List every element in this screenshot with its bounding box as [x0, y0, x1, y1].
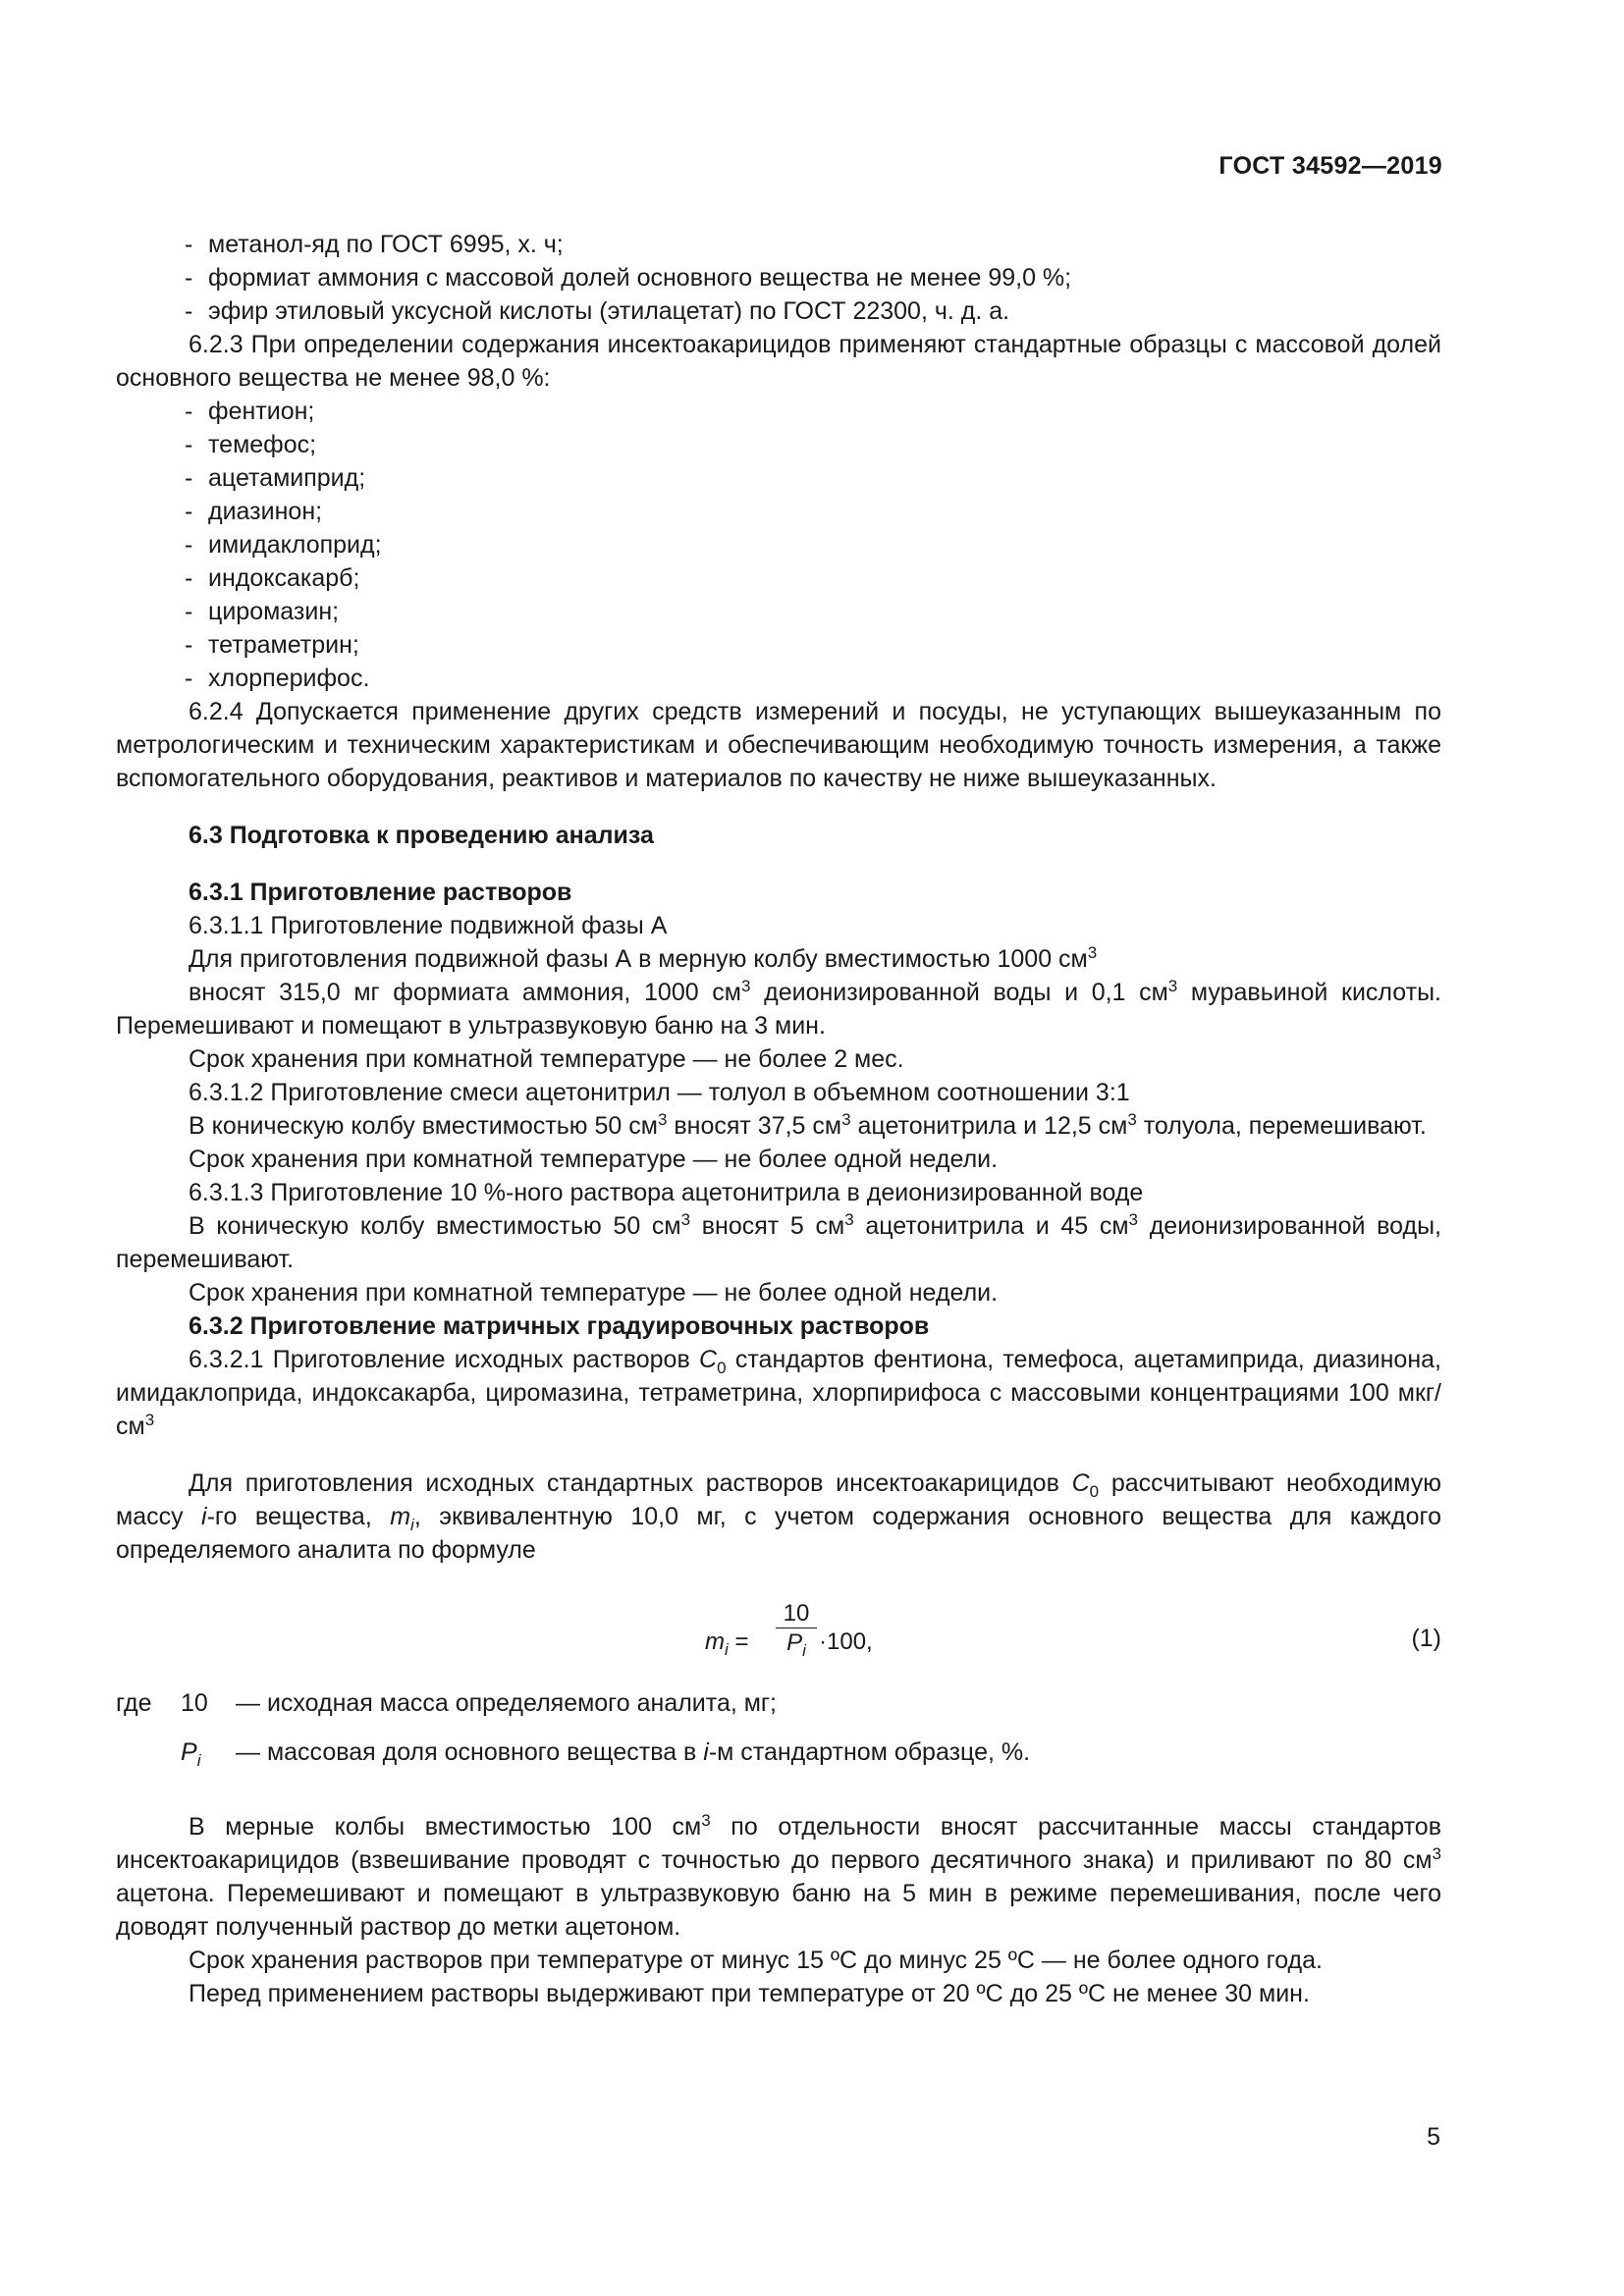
- document-code-header: ГОСТ 34592—2019: [1218, 152, 1442, 180]
- list-item: - темефос;: [185, 431, 317, 458]
- paragraph: Для приготовления подвижной фазы А в мерную колбу вместимостью 1000 $см^3$: [189, 943, 1098, 973]
- paragraph: Срок хранения при комнатной температуре — не более одной недели.: [189, 1279, 999, 1307]
- paragraph-6-2-3: 6.2.3 При определении содержания инсектоакарицидов применяют стандартные образцы с массовой долей основного вещества не менее 98,0 %:: [116, 331, 1441, 392]
- subsection-heading-6-3-1: 6.3.1 Приготовление растворов: [189, 879, 572, 906]
- paragraph: вносят 315,0 мг формиата аммония, 1000 $см^3$ деионизированной воды и 0,1 $см^3$ муравьиной кислоты. Перемешивают и помещают в ультразвуковую баню на 3 мин.: [116, 977, 1442, 1040]
- legend-row: где 10 — исходная масса определяемого аналита, мг;: [116, 1689, 777, 1717]
- paragraph: В мерные колбы вместимостью 100 $см^3$ по отдельности вносят рассчитанные массы стандартов инсектоакарицидов (взвешивание проводят с точностью до первого десятичного знака) и приливают по 80 $см^3$ ацетона. Перемешивают и помещают в ультразвуковую баню на 5 мин в режиме перемешивания, после чего доводят полученный раствор до метки ацетоном.: [116, 1811, 1441, 1941]
- item-title-6-3-1-2: 6.3.1.2 Приготовление смеси ацетонитрил — толуол в объемном соотношении 3:1: [189, 1079, 1130, 1106]
- document-body: [116, 228, 1441, 2010]
- page-number: 5: [1427, 2123, 1440, 2151]
- legend-row: $P_i$ — массовая доля основного вещества в i-м стандартном образце, %.: [181, 1738, 1031, 1770]
- list-item: - формиат аммония с массовой долей основного вещества не менее 99,0 %;: [185, 264, 1072, 292]
- list-item: - хлорперифос.: [185, 665, 370, 692]
- paragraph: Срок хранения при комнатной температуре — не более одной недели.: [189, 1146, 999, 1173]
- list-item: - диазинон;: [185, 498, 323, 525]
- paragraph: Срок хранения растворов при температуре от минус 15 ºС до минус 25 ºС — не более одного года.: [189, 1947, 1323, 1974]
- paragraph-6-3-2-1: 6.3.2.1 Приготовление исходных растворов $C_0$ стандартов фентиона, темефоса, ацетамиприда, диазинона, имидаклоприда, индоксакарба, циромазина, тетраметрина, хлорпирифоса с массовыми концентрациями 100 мкг/$см^3$: [116, 1346, 1441, 1440]
- list-item: - ацетамиприд;: [185, 464, 366, 492]
- reagent-list: [116, 228, 1441, 328]
- list-item: - имидаклоприд;: [185, 531, 382, 559]
- paragraph: В коническую колбу вместимостью 50 $см^3$ вносят 37,5 $см^3$ ацетонитрила и 12,5 $см^3$ толуола, перемешивают.: [189, 1110, 1427, 1140]
- item-title-6-3-1-3: 6.3.1.3 Приготовление 10 %-ного раствора ацетонитрила в деионизированной воде: [189, 1179, 1144, 1206]
- list-item: - метанол-яд по ГОСТ 6995, х. ч;: [185, 231, 564, 258]
- item-title-6-3-1-1: 6.3.1.1 Приготовление подвижной фазы А: [189, 912, 668, 939]
- section-heading-6-3: 6.3 Подготовка к проведению анализа: [189, 822, 654, 849]
- list-item: - индоксакарб;: [185, 564, 360, 592]
- list-item: - циромазин;: [185, 598, 340, 625]
- subsection-heading-6-3-2: 6.3.2 Приготовление матричных градуировочных растворов: [189, 1312, 930, 1340]
- list-item: - тетраметрин;: [185, 631, 359, 659]
- standards-list: [116, 395, 1441, 695]
- paragraph: Перед применением растворы выдерживают при температуре от 20 ºС до 25 ºС не менее 30 мин.: [189, 1980, 1310, 2007]
- formula-legend: [116, 1686, 1441, 1785]
- paragraph: В коническую колбу вместимостью 50 $см^3$ вносят 5 $см^3$ ацетонитрила и 45 $см^3$ деионизированной воды, перемешивают.: [116, 1210, 1441, 1273]
- paragraph-6-2-4: 6.2.4 Допускается применение других средств измерений и посуды, не уступающих вышеуказанным по метрологическим и техническим характеристикам и обеспечивающим необходимую точность измерения, а также вспомогательного оборудования, реактивов и материалов по качеству не ниже вышеуказанных.: [116, 698, 1441, 792]
- formula-1: $m_i$ = 10 $P_i$ ·100, (1): [705, 1600, 1441, 1660]
- formula-number: (1): [1411, 1625, 1441, 1652]
- paragraph: Для приготовления исходных стандартных растворов инсектоакарицидов $C_0$ рассчитывают необходимую массу i-го вещества, $m_i$, эквивалентную 10,0 мг, с учетом содержания основного вещества для каждого определяемого аналита по формуле: [116, 1469, 1441, 1564]
- formula-fraction: 10 $P_i$: [776, 1600, 817, 1658]
- list-item: - эфир этиловый уксусной кислоты (этилацетат) по ГОСТ 22300, ч. д. а.: [185, 297, 1010, 325]
- list-item: - фентион;: [185, 398, 315, 425]
- paragraph: Срок хранения при комнатной температуре — не более 2 мес.: [189, 1045, 904, 1073]
